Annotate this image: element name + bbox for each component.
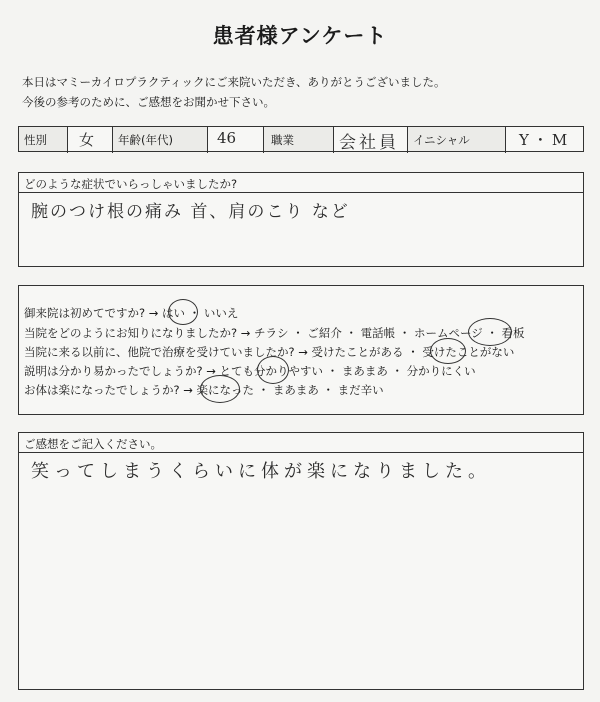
comments-question: ご感想をご記入ください。	[24, 437, 162, 451]
initial-label: イニシャル	[413, 133, 470, 147]
age-label: 年齢(年代)	[118, 133, 173, 147]
page-title: 患者様アンケート	[212, 24, 388, 48]
comments-box	[18, 432, 584, 690]
age-value: 46	[217, 129, 237, 147]
question-how-known: 当院をどのようにお知りになりましたか? → チラシ ・ ご紹介 ・ 電話帳 ・ ホームページ ・ 看板	[24, 326, 525, 340]
symptoms-box	[18, 172, 584, 267]
question-first-visit: 御来院は初めてですか? → はい ・ いいえ	[24, 306, 239, 320]
job-label: 職業	[271, 133, 294, 147]
job-value: 会社員	[339, 133, 399, 153]
gender-label: 性別	[24, 133, 47, 147]
profile-row	[18, 126, 584, 152]
intro-line-1: 本日はマミーカイロプラクティックにご来院いただき、ありがとうございました。	[22, 75, 446, 89]
comments-answer: 笑ってしまうくらいに体が楽になりました。	[31, 461, 491, 482]
gender-value: 女	[79, 131, 95, 149]
symptoms-question: どのような症状でいらっしゃいましたか?	[24, 177, 238, 191]
answer-circle-relieved	[200, 375, 240, 403]
question-prior-treatment: 当院に来る以前に、他院で治療を受けていましたか? → 受けたことがある ・ 受けたことがない	[24, 345, 515, 359]
answer-circle-never-treated	[430, 338, 466, 364]
answer-circle-yes	[168, 299, 198, 325]
question-explanation: 説明は分かり易かったでしょうか? → とても分かりやすい ・ まあまあ ・ 分かりにくい	[24, 364, 476, 378]
symptoms-answer: 腕のつけ根の痛み 首、肩のこり など	[31, 202, 350, 222]
answer-circle-signboard	[468, 318, 512, 346]
intro-line-2: 今後の参考のために、ご感想をお聞かせ下さい。	[22, 95, 275, 109]
initial-value: Y・M	[519, 131, 572, 149]
answer-circle-very-clear	[257, 356, 289, 384]
question-relief: お体は楽になったでしょうか? → 楽になった ・ まあまあ ・ まだ辛い	[24, 383, 384, 397]
